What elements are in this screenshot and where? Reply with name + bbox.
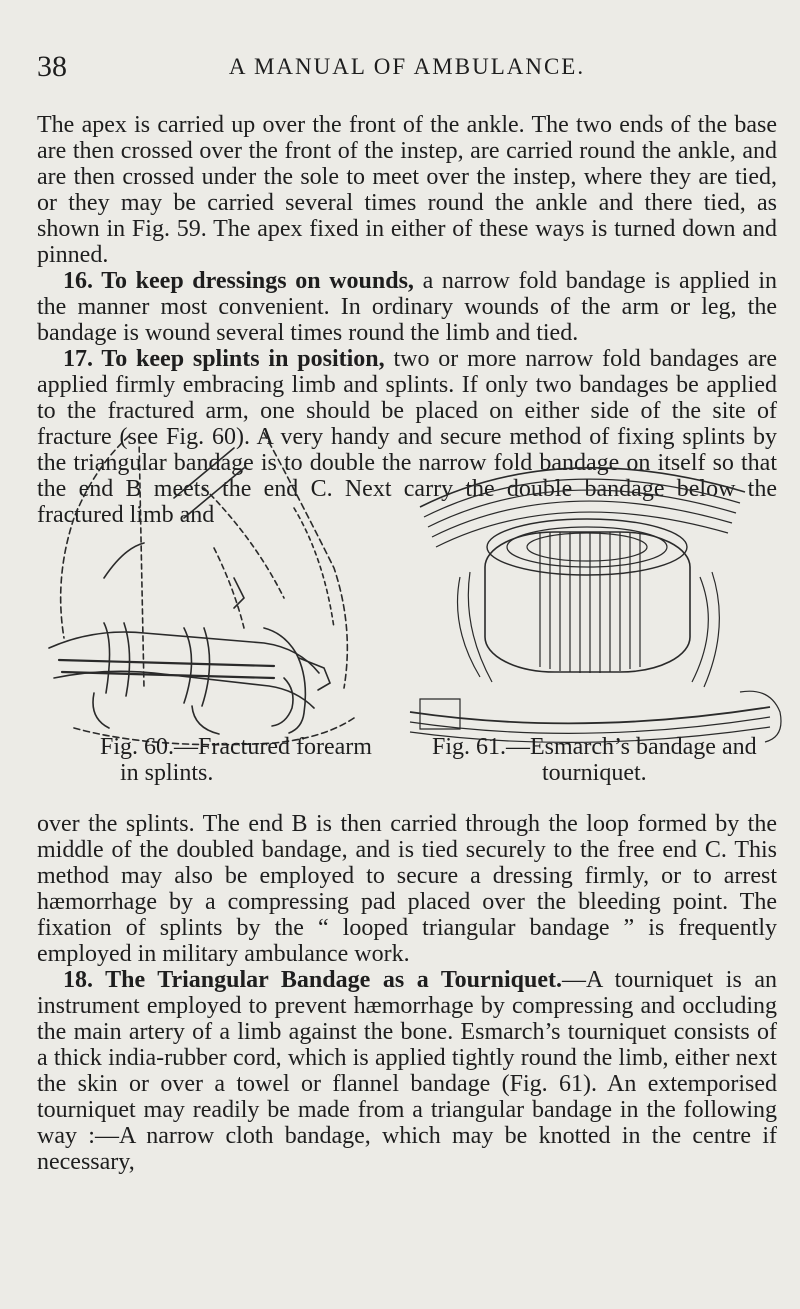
figure-60-caption bbox=[100, 734, 400, 786]
page-number: 38 bbox=[37, 50, 67, 83]
section-heading-16: 16. To keep dressings on wounds, bbox=[63, 268, 414, 294]
text-block-bottom bbox=[37, 811, 777, 1175]
section-text-16: a narrow fold bandage is applied in the manner most convenient. In ordinary wounds of the arm or leg, the bandage is wound several times round the limb and tied. bbox=[37, 268, 777, 346]
paragraph-ankle: The apex is carried up over the front of the ankle. The two ends of the base are then crossed over the front of the instep, are carried round the ankle, and are then crossed under the sole to meet over the instep, where they are tied, or they may be carried several times round the ankle and there tied, as shown in Fig. 59. The apex fixed in either of these ways is turned down and pinned. bbox=[37, 112, 777, 268]
running-title: A MANUAL OF AMBULANCE. bbox=[228, 54, 586, 79]
page-header bbox=[37, 50, 777, 90]
section-heading-17: 17. To keep splints in position, bbox=[63, 346, 385, 372]
section-heading-18: 18. The Triangular Bandage as a Tourniquet. bbox=[63, 967, 563, 993]
figure-61-esmarch-bandage-illustration bbox=[400, 437, 800, 762]
section-text-18: —A tourniquet is an instrument employed to prevent hæmorrhage by compressing and occluding the main artery of a limb against the bone. Esmarch’s tourniquet consists of a thick india-rubber cord, which is applied tightly round the limb, either next the skin or over a towel or flannel bandage (Fig. 61). An extemporised tourniquet may readily be made from a triangular bandage in the following way :—A narrow cloth bandage, which may be knotted in the centre if necessary, bbox=[37, 967, 777, 1175]
figure-61-caption bbox=[432, 734, 792, 786]
paragraph-splint-continuation: over the splints. The end B is then carried through the loop formed by the middle of the doubled bandage, and is tied securely to the free end C. This method may also be employed to secure a dressing firmly, or to arrest hæmorrhage by a compressing pad placed over the bleeding point. The fixation of splints by the “ looped triangular bandage ” is frequently employed in military ambulance work. bbox=[37, 811, 777, 967]
figure-60-caption-line1: Fig. 60.—Fractured forearm bbox=[100, 734, 372, 760]
figure-60-caption-line2: in splints. bbox=[120, 760, 214, 786]
figure-61-caption-line1: Fig. 61.—Esmarch’s bandage and bbox=[432, 734, 757, 760]
paragraph-dressings bbox=[37, 268, 777, 346]
paragraph-tourniquet bbox=[37, 967, 777, 1175]
figure-61-caption-line2: tourniquet. bbox=[542, 760, 647, 786]
section-text-17: two or more narrow fold bandages are applied firmly embracing limb and splints. If only two bandages be applied to the fractured arm, one should be placed on either side of the site of fracture (see Fig. 60). A very handy and secure method of fixing splints by the triangular bandage is to double the narrow fold bandage on itself so that the end B meets the end C. Next carry the double bandage below the fractured limb and bbox=[37, 346, 778, 528]
figure-60-fractured-forearm-illustration bbox=[34, 428, 374, 763]
